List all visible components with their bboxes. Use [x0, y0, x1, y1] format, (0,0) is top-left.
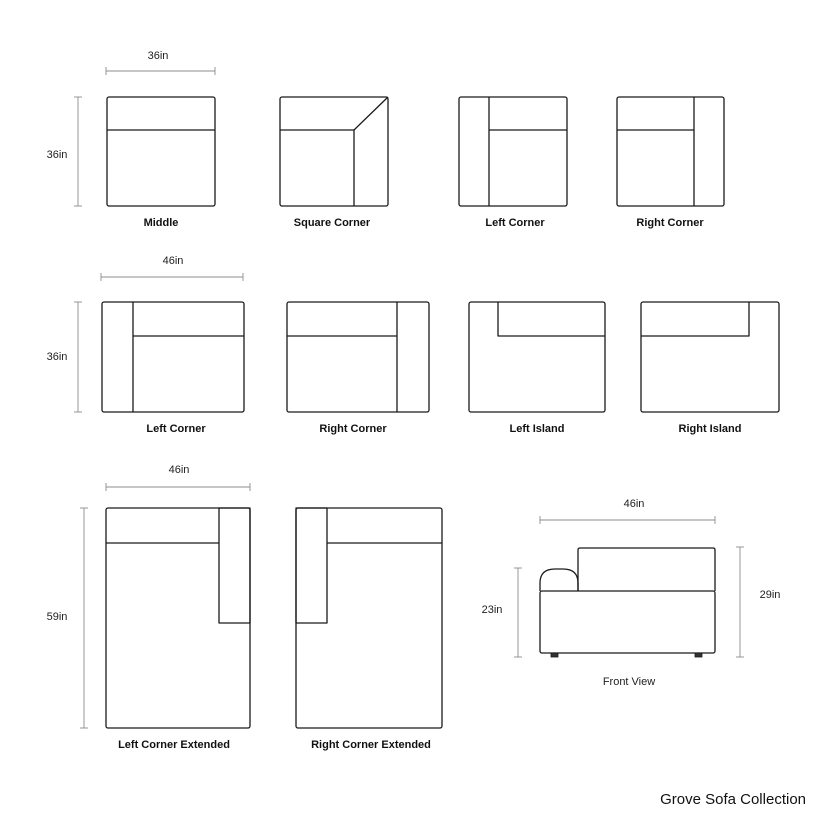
- row1-height-label: 36in: [46, 149, 68, 161]
- module-right-corner: [617, 97, 724, 229]
- module-label: Left Corner: [485, 217, 545, 229]
- brand-title: Grove Sofa Collection: [660, 791, 806, 808]
- module-label: Middle: [143, 217, 179, 229]
- front-view-width-dimension: [540, 498, 715, 524]
- row2-height-label: 36in: [46, 351, 68, 363]
- front-view-right-height-label: 29in: [759, 589, 781, 601]
- module-left-corner-extended: [106, 508, 250, 751]
- front-view-right-height-dimension: [736, 547, 780, 657]
- front-view-left-height-label: 23in: [481, 604, 503, 616]
- module-label: Right Island: [678, 423, 742, 435]
- module-label: Square Corner: [293, 217, 371, 229]
- module-right-corner-extended: [296, 508, 442, 751]
- module-label: Left Corner: [146, 423, 206, 435]
- front-view-left-height-dimension: [482, 568, 522, 657]
- row3-width-dimension: [106, 464, 250, 491]
- row1-width-label: 36in: [147, 50, 169, 62]
- row3-height-label: 59in: [46, 611, 68, 623]
- module-right-corner-wide: [287, 302, 429, 435]
- module-left-corner-wide: [102, 302, 244, 435]
- row3-height-dimension: [47, 508, 88, 728]
- module-left-corner: [459, 97, 567, 229]
- row3-width-label: 46in: [168, 464, 190, 476]
- row1-width-dimension: [106, 50, 215, 75]
- front-view-caption: Front View: [602, 676, 656, 688]
- front-view-width-label: 46in: [623, 498, 645, 510]
- module-square-corner: [280, 97, 388, 229]
- row2-height-dimension: [47, 302, 82, 412]
- module-label: Left Corner Extended: [118, 739, 230, 751]
- module-left-island: [469, 302, 605, 435]
- row1-height-dimension: [47, 97, 82, 206]
- module-right-island: [641, 302, 779, 435]
- row2-width-label: 46in: [162, 255, 184, 267]
- module-label: Right Corner Extended: [311, 739, 431, 751]
- row2-width-dimension: [101, 255, 243, 281]
- module-middle: [107, 97, 215, 229]
- module-label: Right Corner: [319, 423, 387, 435]
- front-view-sofa: [540, 548, 715, 688]
- module-label: Right Corner: [636, 217, 704, 229]
- module-label: Left Island: [509, 423, 565, 435]
